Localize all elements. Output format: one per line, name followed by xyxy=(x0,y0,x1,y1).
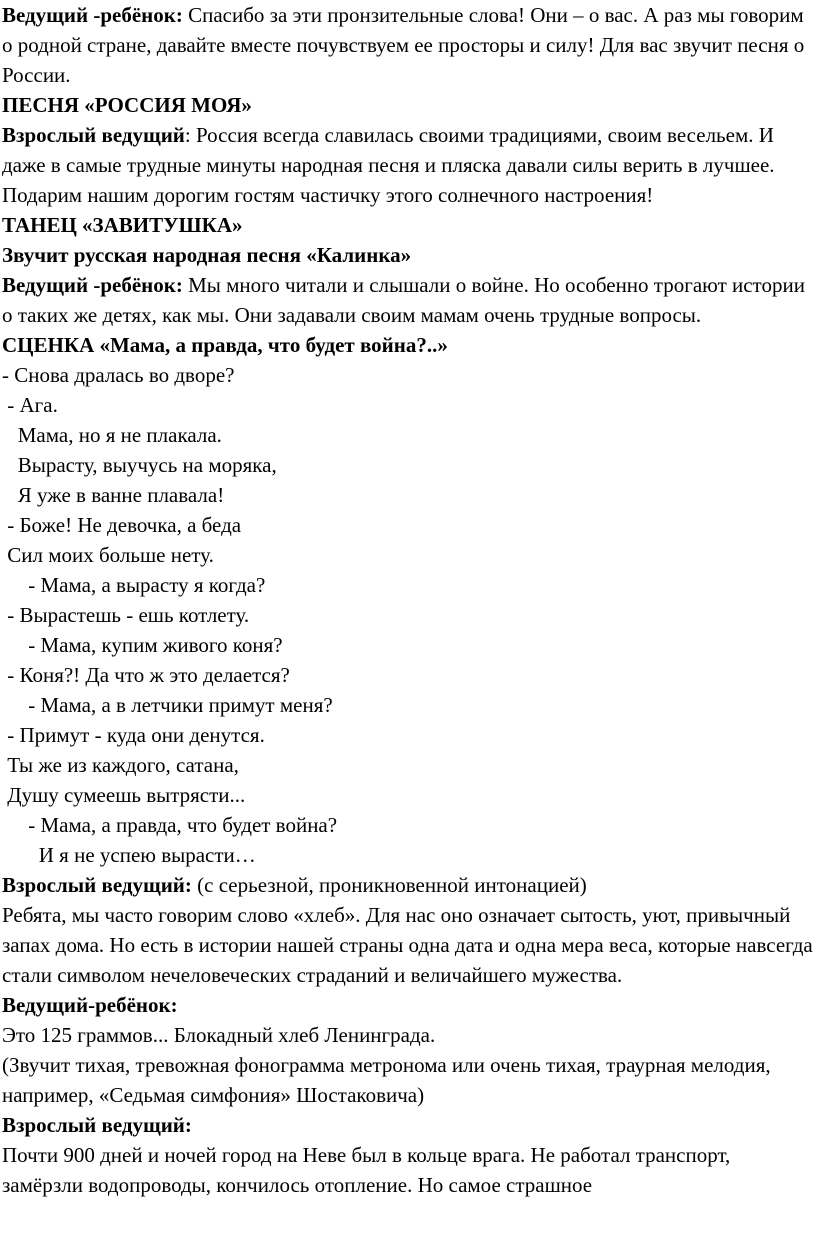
poem-line: - Мама, а правда, что будет война? xyxy=(2,813,338,837)
poem-line: Душу сумеешь вытрясти... xyxy=(2,783,246,807)
speaker-label: Ведущий -ребёнок: xyxy=(2,3,183,27)
heading-song-russia: ПЕСНЯ «РОССИЯ МОЯ» xyxy=(2,93,252,117)
paragraph-siege: Почти 900 дней и ночей город на Неве был в кольце врага. Не работал транспорт, замёрзли водопроводы, кончилось отопление. Но самое страшное xyxy=(2,1143,731,1197)
paragraph-text: (с серьезной, проникновенной интонацией) xyxy=(191,873,587,897)
poem-line: - Примут - куда они денутся. xyxy=(2,723,265,747)
poem-line: И я не успею вырасти… xyxy=(2,843,256,867)
paragraph-text: Спасибо за эти пронзительные слова! Они – о вас. А раз мы говорим о родной стране, давайте вместе почувствуем ее просторы и силу! Для вас звучит песня о России. xyxy=(2,3,805,87)
poem xyxy=(2,360,814,870)
heading-child-host: Ведущий-ребёнок: xyxy=(2,993,178,1017)
poem-line: - Снова дралась во дворе? xyxy=(2,363,235,387)
heading-scene: СЦЕНКА «Мама, а правда, что будет война?..» xyxy=(2,333,448,357)
paragraph-bread: Ребята, мы часто говорим слово «хлеб». Для нас оно означает сытость, уют, привычный запах дома. Но есть в истории нашей страны одна дата и одна мера веса, которые навсегда стали символом нечеловеческих страданий и величайшего мужества. xyxy=(2,903,813,987)
document-page xyxy=(2,0,814,1200)
poem-line: Сил моих больше нету. xyxy=(2,543,214,567)
speaker-label: Ведущий -ребёнок: xyxy=(2,273,183,297)
poem-line: Я уже в ванне плавала! xyxy=(2,483,225,507)
poem-line: - Мама, купим живого коня? xyxy=(2,633,283,657)
paragraph-child-host-2 xyxy=(2,270,814,330)
paragraph-child-host-1 xyxy=(2,0,814,90)
poem-line: - Вырастешь - ешь котлету. xyxy=(2,603,250,627)
heading-dance: ТАНЕЦ «ЗАВИТУШКА» xyxy=(2,213,243,237)
paragraph-text: Мы много читали и слышали о войне. Но особенно трогают истории о таких же детях, как мы. Они задавали своим мамам очень трудные вопросы. xyxy=(2,273,805,327)
poem-line: Вырасту, выучусь на моряка, xyxy=(2,453,277,477)
paragraph-adult-host-2 xyxy=(2,870,814,900)
paragraph-text: : Россия всегда славилась своими традициями, своим весельем. И даже в самые трудные минуты народная песня и пляска давали силы верить в лучшее. Подарим нашим дорогим гостям частичку этого солнечного настроения! xyxy=(2,123,775,207)
speaker-label: Взрослый ведущий: xyxy=(2,873,192,897)
poem-line: Мама, но я не плакала. xyxy=(2,423,222,447)
paragraph-125-grams: Это 125 граммов... Блокадный хлеб Ленинграда. xyxy=(2,1023,436,1047)
poem-line: - Мама, а в летчики примут меня? xyxy=(2,693,333,717)
poem-line: Ты же из каждого, сатана, xyxy=(2,753,239,777)
poem-line: - Коня?! Да что ж это делается? xyxy=(2,663,290,687)
paragraph-stage-direction: (Звучит тихая, тревожная фонограмма метронома или очень тихая, траурная мелодия, например, «Седьмая симфония» Шостаковича) xyxy=(2,1053,771,1107)
poem-line: - Ага. xyxy=(2,393,58,417)
speaker-label: Взрослый ведущий xyxy=(2,123,185,147)
poem-line: - Мама, а вырасту я когда? xyxy=(2,573,266,597)
poem-line: - Боже! Не девочка, а беда xyxy=(2,513,242,537)
paragraph-adult-host-1 xyxy=(2,120,814,210)
heading-adult-host: Взрослый ведущий: xyxy=(2,1113,192,1137)
heading-kalinka: Звучит русская народная песня «Калинка» xyxy=(2,243,412,267)
